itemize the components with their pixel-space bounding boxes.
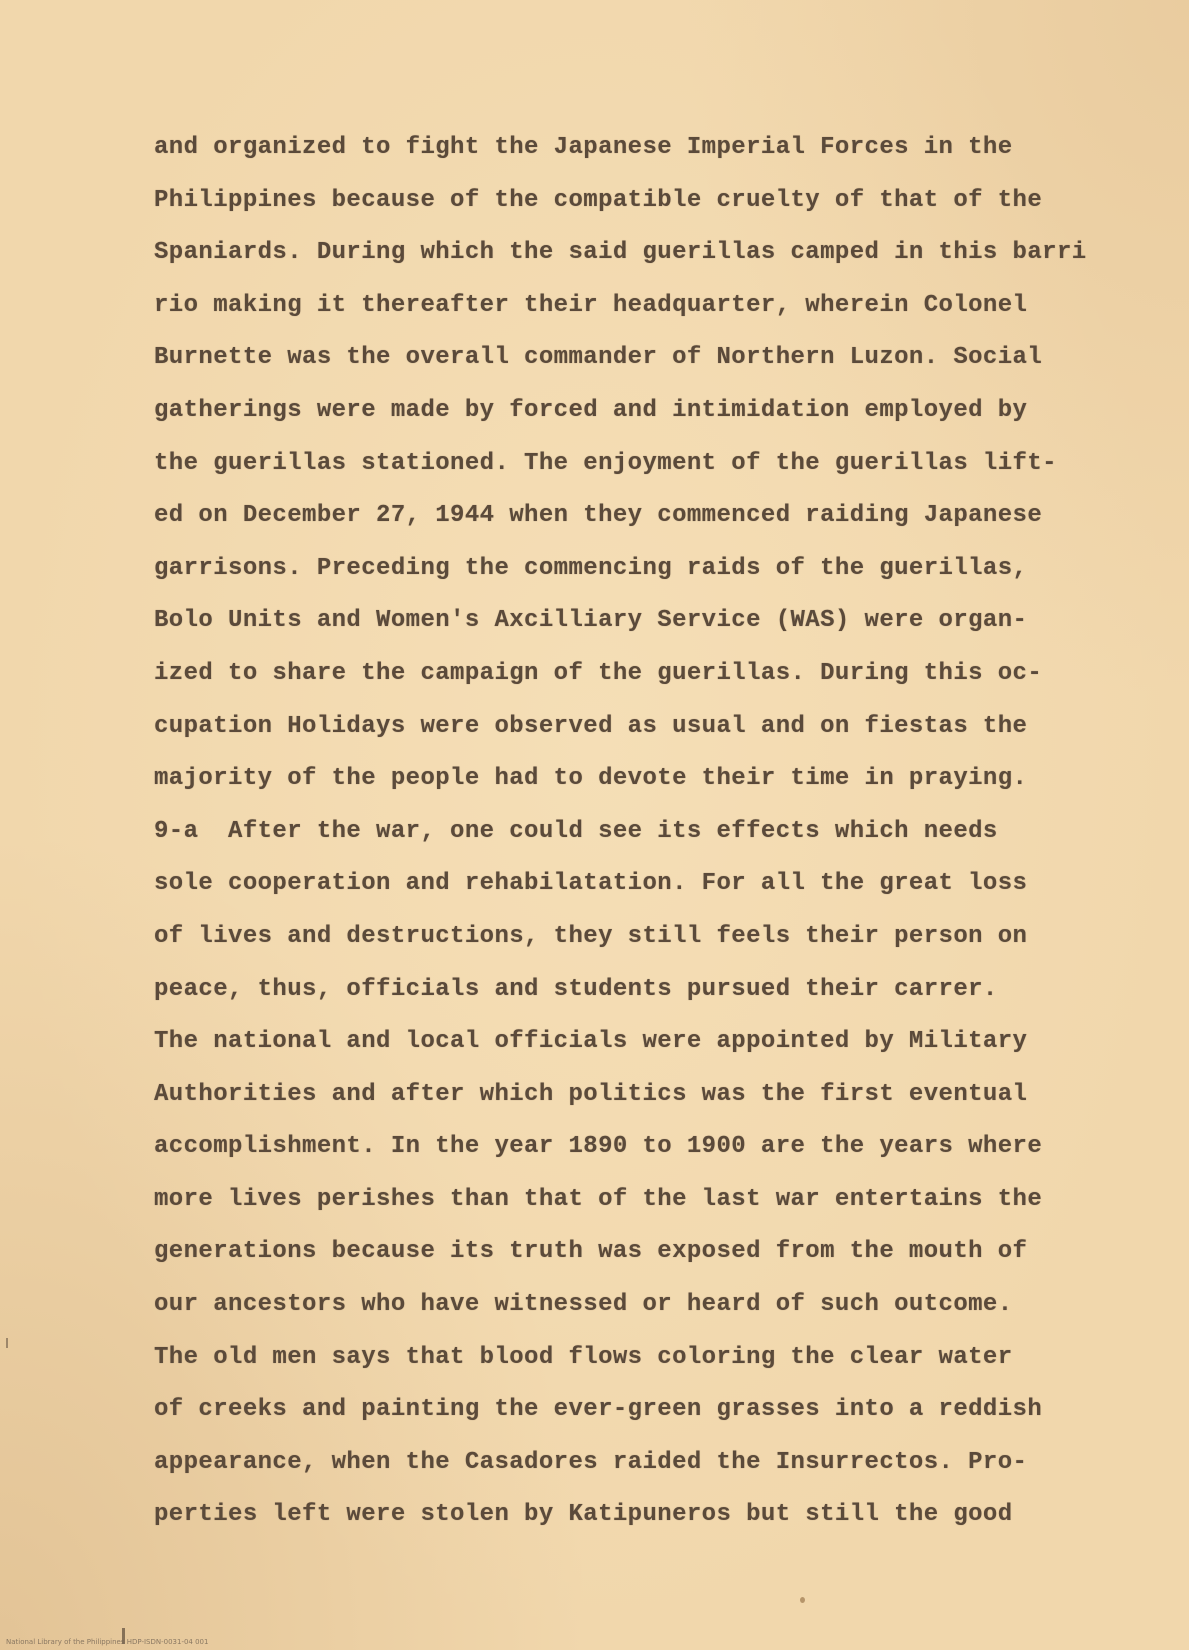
text-line: majority of the people had to devote their time in praying. bbox=[154, 765, 1028, 793]
text-line: of lives and destructions, they still feels their person on bbox=[154, 922, 1028, 950]
text-line: peace, thus, officials and students pursued their carrer. bbox=[154, 975, 998, 1003]
text-line: appearance, when the Casadores raided the Insurrectos. Pro- bbox=[154, 1448, 1028, 1476]
ink-spot bbox=[800, 1597, 805, 1603]
text-line: of creeks and painting the ever-green grasses into a reddish bbox=[154, 1396, 1043, 1424]
text-line: accomplishment. In the year 1890 to 1900 are the years where bbox=[154, 1133, 1043, 1161]
text-line: perties left were stolen by Katipuneros but still the good bbox=[154, 1501, 1013, 1529]
text-line: The old men says that blood flows coloring the clear water bbox=[154, 1343, 1013, 1371]
text-line: generations because its truth was exposed from the mouth of bbox=[154, 1238, 1028, 1266]
text-line: and organized to fight the Japanese Imperial Forces in the bbox=[154, 134, 1013, 161]
text-line: garrisons. Preceding the commencing raids of the guerillas, bbox=[154, 554, 1028, 582]
text-line: Spaniards. During which the said guerillas camped in this barri bbox=[154, 239, 1087, 267]
text-line: ized to share the campaign of the guerillas. During this oc- bbox=[154, 659, 1043, 687]
text-line: sole cooperation and rehabilatation. For all the great loss bbox=[154, 870, 1028, 898]
text-line: The national and local officials were appointed by Military bbox=[154, 1028, 1028, 1056]
document-body bbox=[154, 122, 1144, 1542]
text-line: gatherings were made by forced and intimidation employed by bbox=[154, 396, 1028, 424]
text-line: rio making it thereafter their headquarter, wherein Colonel bbox=[154, 291, 1028, 319]
text-line: Philippines because of the compatible cruelty of that of the bbox=[154, 186, 1043, 214]
text-line: 9-a After the war, one could see its effects which needs bbox=[154, 817, 998, 845]
text-line: Authorities and after which politics was the first eventual bbox=[154, 1080, 1028, 1108]
text-line: Bolo Units and Women's Axcilliary Service (WAS) were organ- bbox=[154, 607, 1028, 635]
text-line: ed on December 27, 1944 when they commenced raiding Japanese bbox=[154, 502, 1043, 530]
archive-footer: National Library of the Philippines HDP-ISDN-0031-04 001 bbox=[6, 1638, 209, 1646]
paper-edge-mark bbox=[6, 1338, 8, 1348]
text-line: Burnette was the overall commander of Northern Luzon. Social bbox=[154, 344, 1043, 372]
text-line: the guerillas stationed. The enjoyment of the guerillas lift- bbox=[154, 449, 1057, 477]
text-line: cupation Holidays were observed as usual and on fiestas the bbox=[154, 712, 1028, 740]
text-line: more lives perishes than that of the last war entertains the bbox=[154, 1185, 1043, 1213]
text-line: our ancestors who have witnessed or heard of such outcome. bbox=[154, 1291, 1013, 1319]
